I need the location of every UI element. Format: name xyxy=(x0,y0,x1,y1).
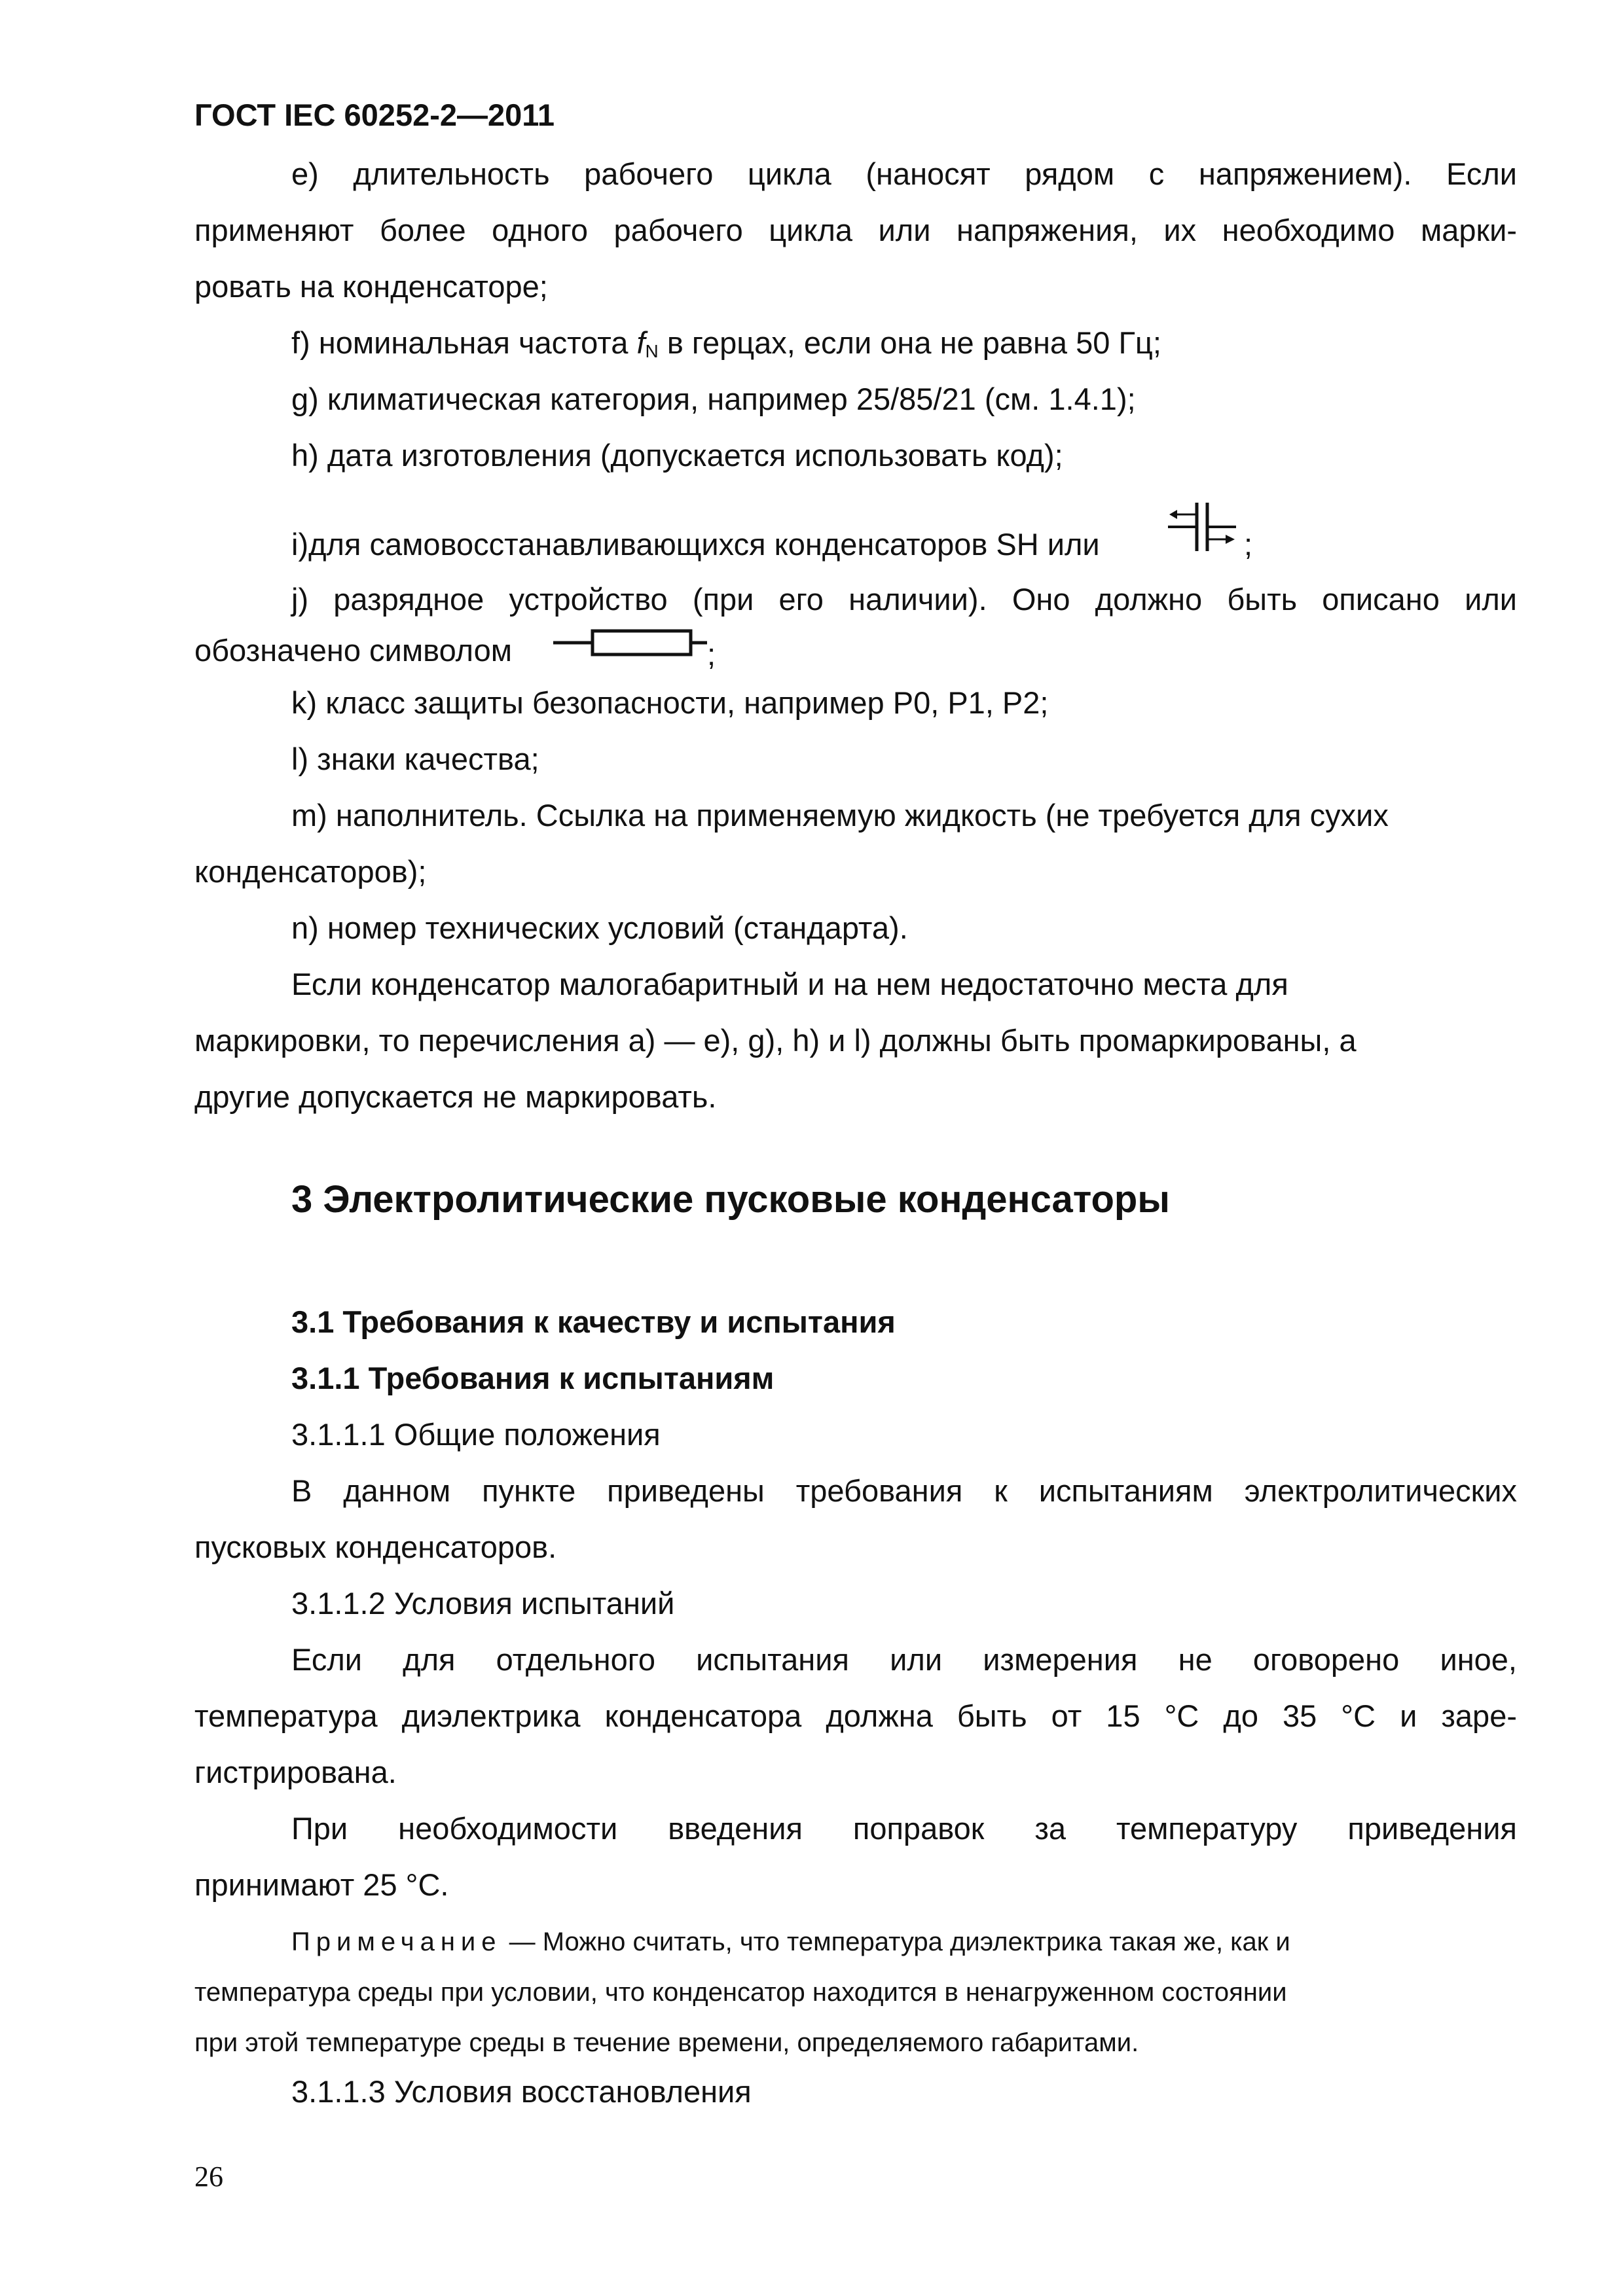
list-item-f-after: в герцах, если она не равна 50 Гц; xyxy=(658,325,1161,360)
frequency-symbol: f xyxy=(636,325,646,360)
subsection-3-1-title: 3.1 Требования к качеству и испытания xyxy=(291,1304,896,1339)
clause-3-1-1-2-p2-line1: При необходимости введения поправок за температуру приведения xyxy=(291,1811,1517,1846)
clause-3-1-1-1-line2: пусковых конденсаторов. xyxy=(194,1530,557,1564)
list-item-e-line3: ровать на конденсаторе; xyxy=(194,269,548,304)
list-item-i: i)для самовосстанавливающихся конденсаторов SH или xyxy=(291,527,1100,562)
section-title: 3 Электролитические пусковые конденсаторы xyxy=(291,1178,1170,1221)
note-line2: температура среды при условии, что конденсатор находится в ненагруженном состоянии xyxy=(194,1978,1287,2007)
list-item-n: n) номер технических условий (стандарта). xyxy=(291,910,908,945)
list-item-m-line2: конденсаторов); xyxy=(194,854,427,889)
list-item-e-line2: применяют более одного рабочего цикла или напряжения, их необходимо марки- xyxy=(194,213,1517,247)
self-healing-capacitor-icon xyxy=(1165,497,1244,556)
list-item-g: g) климатическая категория, например 25/85/21 (см. 1.4.1); xyxy=(291,382,1136,416)
list-item-j-line2: обозначено символом xyxy=(194,633,513,668)
closing-paragraph-line1: Если конденсатор малогабаритный и на нем недостаточно места для xyxy=(291,967,1288,1001)
closing-paragraph-line3: другие допускается не маркировать. xyxy=(194,1079,717,1114)
list-item-f-before: f) номинальная частота xyxy=(291,325,637,360)
list-item-l: l) знаки качества; xyxy=(291,742,539,776)
subsection-3-1-1-title: 3.1.1 Требования к испытаниям xyxy=(291,1361,775,1395)
clause-3-1-1-2-title: 3.1.1.2 Условия испытаний xyxy=(291,1586,675,1621)
list-item-j-after: ; xyxy=(707,637,716,672)
clause-3-1-1-1-line1: В данном пункте приведены требования к испытаниям электролитических xyxy=(291,1473,1517,1508)
note-line1 xyxy=(291,1924,1517,1960)
note-line1-rest: — Можно считать, что температура диэлектрика такая же, как и xyxy=(501,1928,1290,1956)
page-number: 26 xyxy=(194,2161,223,2193)
closing-paragraph-line2: маркировки, то перечисления a) — e), g), h) и l) должны быть промаркированы, а xyxy=(194,1023,1357,1058)
clause-3-1-1-2-p1-line1: Если для отдельного испытания или измерения не оговорено иное, xyxy=(291,1642,1517,1677)
clause-3-1-1-2-p1-line2: температура диэлектрика конденсатора должна быть от 15 °C до 35 °C и заре- xyxy=(194,1698,1517,1733)
clause-3-1-1-2-p2-line2: принимают 25 °C. xyxy=(194,1867,449,1902)
clause-3-1-1-3-title: 3.1.1.3 Условия восстановления xyxy=(291,2074,752,2109)
clause-3-1-1-2-p1-line3: гистрирована. xyxy=(194,1755,397,1789)
document-header: ГОСТ IEC 60252-2—2011 xyxy=(194,98,555,132)
resistor-icon xyxy=(553,623,707,662)
list-item-h: h) дата изготовления (допускается использовать код); xyxy=(291,438,1063,473)
list-item-f xyxy=(291,323,1517,363)
list-item-j-line1: j) разрядное устройство (при его наличии). Оно должно быть описано или xyxy=(291,582,1517,617)
frequency-subscript: N xyxy=(645,341,659,361)
list-item-i-after: ; xyxy=(1244,527,1253,562)
list-item-e-line1: e) длительность рабочего цикла (наносят рядом с напряжением). Если xyxy=(291,156,1517,191)
list-item-k: k) класс защиты безопасности, например P0, P1, P2; xyxy=(291,685,1049,720)
clause-3-1-1-1-title: 3.1.1.1 Общие положения xyxy=(291,1417,661,1452)
list-item-m-line1: m) наполнитель. Ссылка на применяемую жидкость (не требуется для сухих xyxy=(291,798,1389,833)
note-line3: при этой температуре среды в течение времени, определяемого габаритами. xyxy=(194,2028,1139,2057)
note-label: Примечание xyxy=(291,1928,502,1956)
